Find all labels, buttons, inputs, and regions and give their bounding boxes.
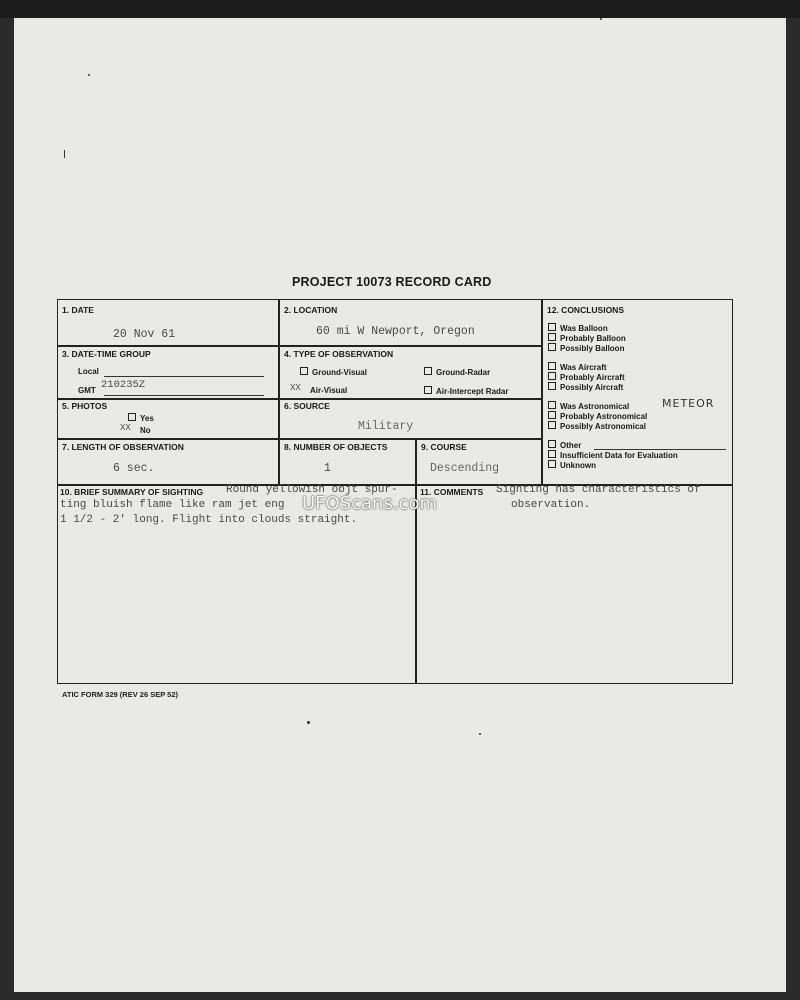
checkbox-icon	[548, 362, 556, 370]
location-label: 2. LOCATION	[284, 305, 338, 315]
photos-label: 5. PHOTOS	[62, 401, 108, 411]
course-value: Descending	[430, 462, 500, 475]
photos-no-mark: XX	[120, 423, 131, 433]
conclusion-item: Was Balloon	[548, 323, 608, 333]
obs-ground-radar: Ground-Radar	[424, 367, 490, 377]
conclusion-item: Possibly Balloon	[548, 343, 624, 353]
checkbox-icon	[548, 411, 556, 419]
checkbox-icon	[548, 343, 556, 351]
location-value: 60 mi W Newport, Oregon	[316, 325, 475, 338]
checkbox-icon	[424, 386, 432, 394]
checkbox-icon	[128, 413, 136, 421]
checkbox-icon	[424, 367, 432, 375]
handwritten-meteor: METEOR	[662, 397, 715, 410]
dtg-gmt-label: GMT	[78, 386, 96, 395]
summary-line-1: Round yellowish objt spur-	[226, 484, 398, 496]
form-footer: ATIC FORM 329 (REV 26 SEP 52)	[62, 690, 179, 699]
checkbox-icon	[548, 460, 556, 468]
conclusion-item: Insufficient Data for Evaluation	[548, 450, 678, 460]
source-value: Military	[358, 420, 414, 433]
obs-ground-visual: Ground-Visual	[300, 367, 367, 377]
record-card	[57, 299, 733, 684]
conclusion-item: Probably Astronomical	[548, 411, 647, 421]
checkbox-icon	[548, 440, 556, 448]
scan-border	[0, 0, 800, 18]
obs-air-intercept: Air-Intercept Radar	[424, 386, 508, 396]
card-title: PROJECT 10073 RECORD CARD	[292, 275, 492, 289]
comments-line-1: Sighting has characteristics of	[496, 484, 701, 496]
checkbox-icon	[300, 367, 308, 375]
scan-speck	[88, 74, 90, 76]
checkbox-icon	[548, 421, 556, 429]
conclusion-item: Was Aircraft	[548, 362, 607, 372]
dtg-gmt-value: 210235Z	[101, 379, 146, 391]
course-label: 9. COURSE	[421, 442, 467, 452]
summary-line-3: 1 1/2 - 2' long. Flight into clouds straight.	[60, 514, 358, 526]
observation-label: 4. TYPE OF OBSERVATION	[284, 349, 394, 359]
checkbox-icon	[548, 401, 556, 409]
conclusion-item: Possibly Astronomical	[548, 421, 646, 431]
conclusion-item: Was Astronomical	[548, 401, 629, 411]
summary-label: 10. BRIEF SUMMARY OF SIGHTING	[60, 487, 204, 497]
date-label: 1. DATE	[62, 305, 94, 315]
scan-speck	[307, 721, 310, 724]
objects-value: 1	[324, 462, 331, 475]
scan-speck	[64, 150, 65, 158]
dtg-local-label: Local	[78, 367, 99, 376]
length-label: 7. LENGTH OF OBSERVATION	[62, 442, 184, 452]
dtg-label: 3. DATE-TIME GROUP	[62, 349, 151, 359]
checkbox-icon	[548, 382, 556, 390]
checkbox-icon	[548, 333, 556, 341]
conclusion-item: Other	[548, 440, 581, 450]
conclusions-label: 12. CONCLUSIONS	[547, 305, 624, 315]
watermark: UFOScans.com	[302, 493, 437, 514]
checkbox-icon	[548, 372, 556, 380]
obs-air-visual-mark: XX	[290, 383, 301, 393]
objects-label: 8. NUMBER OF OBJECTS	[284, 442, 388, 452]
comments-label: 11. COMMENTS	[420, 487, 484, 497]
length-value: 6 sec.	[113, 462, 155, 475]
scan-speck	[600, 18, 602, 20]
checkbox-icon	[548, 450, 556, 458]
photos-no: No	[140, 426, 151, 435]
date-value: 20 Nov 61	[113, 328, 176, 341]
summary-line-2: ting bluish flame like ram jet eng	[60, 499, 285, 511]
conclusion-item: Unknown	[548, 460, 596, 470]
scan-speck	[479, 733, 481, 735]
checkbox-icon	[548, 323, 556, 331]
source-label: 6. SOURCE	[284, 401, 330, 411]
conclusion-item: Probably Balloon	[548, 333, 626, 343]
photos-yes: Yes	[128, 413, 154, 423]
comments-line-2: observation.	[511, 499, 591, 511]
obs-air-visual: Air-Visual	[310, 386, 348, 395]
conclusion-item: Probably Aircraft	[548, 372, 625, 382]
conclusion-item: Possibly Aircraft	[548, 382, 623, 392]
